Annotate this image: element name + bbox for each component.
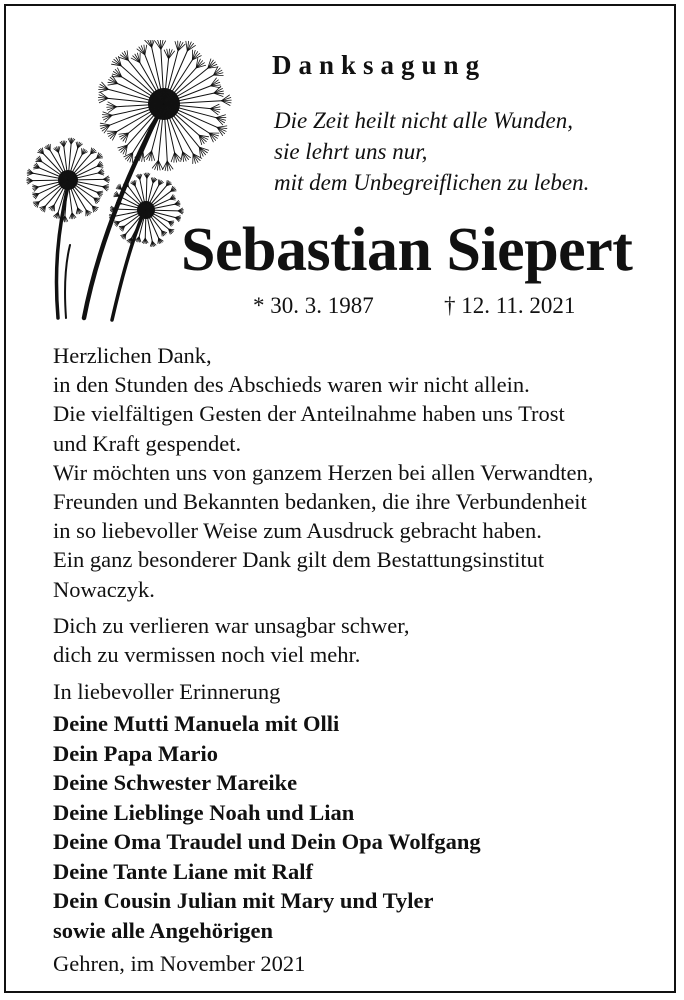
motto-line: sie lehrt uns nur, bbox=[274, 139, 428, 164]
closing-verse bbox=[53, 611, 653, 669]
birth-date: * 30. 3. 1987 bbox=[253, 293, 374, 318]
family-line: Deine Tante Liane mit Ralf bbox=[53, 858, 314, 884]
text-line: Die vielfältigen Gesten der Anteilnahme haben uns Trost bbox=[53, 401, 565, 427]
verse-line: Dich zu verlieren war unsagbar schwer, bbox=[53, 613, 410, 638]
text-line: Wir möchten uns von ganzem Herzen bei allen Verwandten, bbox=[53, 459, 594, 485]
text-line: Ein ganz besonderer Dank gilt dem Bestattungsinstitut bbox=[53, 547, 545, 573]
family-line: Deine Lieblinge Noah und Lian bbox=[53, 799, 355, 825]
text-line: Herzlichen Dank, bbox=[53, 343, 212, 368]
motto-line: mit dem Unbegreiflichen zu leben. bbox=[274, 170, 590, 195]
obituary-notice bbox=[4, 4, 676, 993]
place-and-date: Gehren, im November 2021 bbox=[53, 951, 306, 976]
text-line: Freunden und Bekannten bedanken, die ihre Verbundenheit bbox=[53, 489, 587, 515]
death-date: † 12. 11. 2021 bbox=[444, 293, 576, 318]
family-line: Deine Schwester Mareike bbox=[53, 770, 298, 795]
family-line: Deine Oma Traudel und Dein Opa Wolfgang bbox=[53, 829, 481, 854]
motto-line: Die Zeit heilt nicht alle Wunden, bbox=[274, 108, 573, 133]
text-line: in so liebevoller Weise zum Ausdruck gebracht haben. bbox=[53, 518, 542, 544]
deceased-name: Sebastian Siepert bbox=[181, 216, 633, 284]
family-line: Dein Papa Mario bbox=[53, 740, 218, 766]
motto-verse bbox=[274, 105, 664, 198]
memory-line: In liebevoller Erinnerung bbox=[53, 679, 281, 704]
thank-you-text bbox=[53, 341, 673, 604]
text-line: und Kraft gespendet. bbox=[53, 430, 242, 456]
text-line: in den Stunden des Abschieds waren wir nicht allein. bbox=[53, 372, 530, 398]
heading-title: Danksagung bbox=[272, 50, 487, 80]
family-line: sowie alle Angehörigen bbox=[53, 917, 273, 943]
verse-line: dich zu vermissen noch viel mehr. bbox=[53, 642, 361, 668]
family-line: Dein Cousin Julian mit Mary und Tyler bbox=[53, 888, 434, 913]
text-line: Nowaczyk. bbox=[53, 576, 155, 602]
family-signatures bbox=[53, 709, 653, 945]
family-line: Deine Mutti Manuela mit Olli bbox=[53, 711, 340, 736]
